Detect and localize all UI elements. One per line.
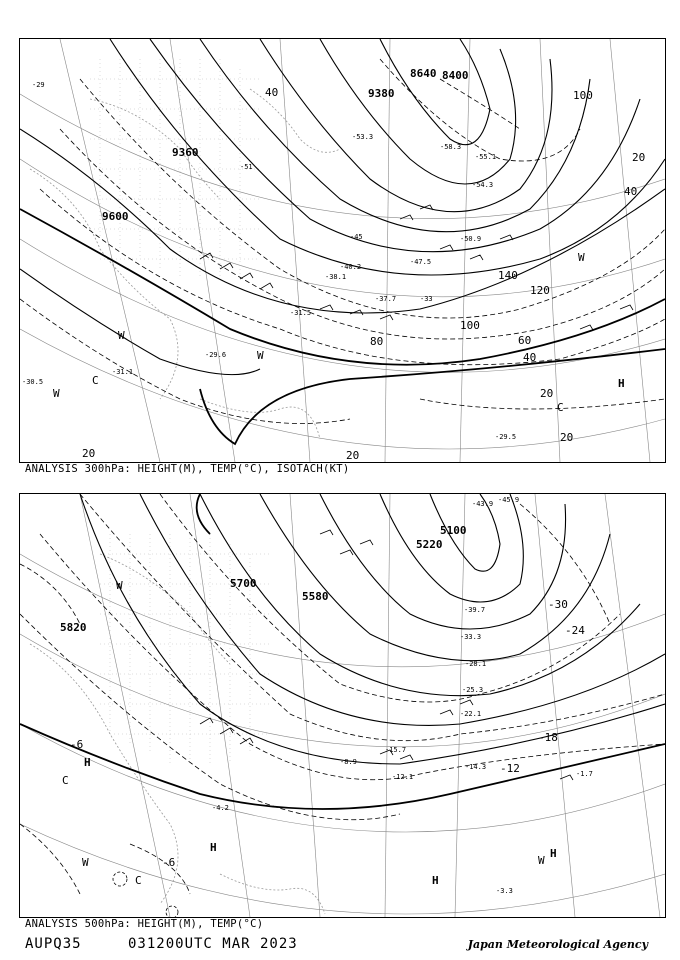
warm-marker: W [116,579,123,592]
latitude-lines [20,94,665,449]
high-pressure-marker: H [432,874,439,887]
isotach-label: 40 [523,351,537,364]
closed-contour [113,872,178,917]
temp-label: -31.5 [290,309,312,317]
top-panel-caption: ANALYSIS 300hPa: HEIGHT(M), TEMP(°C), ISOTACH(KT) [25,463,350,475]
isotherm-label: -6 [70,738,84,751]
high-pressure-marker: H [210,841,217,854]
isotach-label: 80 [370,335,384,348]
temp-label: -22.1 [460,710,482,718]
cold-marker: C [135,874,142,887]
height-label: 5700 [230,577,257,590]
bottom-panel-caption: ANALYSIS 500hPa: HEIGHT(M), TEMP(°C) [25,918,264,930]
isotach-label: 140 [498,269,518,282]
temp-label: -45.9 [498,496,520,504]
height-label: 8400 [442,69,469,82]
map-500hpa-svg [20,494,665,917]
isotach-label: 60 [518,334,532,347]
isotach-label: 20 [540,387,554,400]
temp-label: -31.1 [112,368,134,376]
temp-label: -14.3 [465,763,487,771]
warm-marker: W [82,856,89,869]
analysis-300hpa-map [19,38,666,463]
temp-label: -43.9 [472,500,494,508]
isotach-label: 40 [265,86,279,99]
temp-label: -40.2 [340,263,362,271]
temp-label: -29 [32,81,45,89]
height-contours [20,39,665,444]
height-label: 9600 [102,210,129,223]
temp-label: -28.1 [465,660,487,668]
coastlines [30,554,325,914]
height-label: 5100 [440,524,467,537]
height-label: 9380 [368,87,395,100]
cold-marker: C [92,374,99,387]
agency-name: Japan Meteorological Agency [467,938,648,951]
temp-label: -45 [350,233,363,241]
isotherm-label: -18 [538,731,558,744]
isotherm-label: -30 [548,598,568,611]
temp-label: -29.6 [205,351,227,359]
warm-marker: W [118,329,125,342]
temp-label: -53.3 [352,133,374,141]
temperature-label-group [212,496,593,895]
isotach-label: 20 [82,447,96,460]
product-code: AUPQ35 [25,936,82,952]
isotach-label: 20 [346,449,360,462]
temp-label: -12.1 [392,773,414,781]
isotach-label: 120 [530,284,550,297]
warm-marker: W [578,251,585,264]
isotherm-label: -6 [162,856,176,869]
high-pressure-marker: H [550,847,557,860]
isotach-label: 100 [573,89,593,102]
longitude-lines [80,494,660,917]
terrain-shading [90,59,260,279]
isotach-label: 20 [560,431,574,444]
height-label: 9360 [172,146,199,159]
isotach-label: 40 [624,185,638,198]
temp-label: -30.5 [22,378,44,386]
warm-marker: W [53,387,60,400]
temp-label: -25.3 [462,686,484,694]
temp-label: -55.1 [475,153,497,161]
temp-label: -39.7 [464,606,486,614]
isotherm-label: -12 [500,762,520,775]
temp-label: -37.7 [375,295,397,303]
temp-label: -29.5 [495,433,517,441]
temp-label: -50.9 [460,235,482,243]
warm-marker: W [538,854,545,867]
temp-label: -1.7 [576,770,593,778]
height-label: 5820 [60,621,87,634]
valid-time: 031200UTC MAR 2023 [128,936,298,952]
high-pressure-marker: H [84,756,91,769]
temp-label: -58.3 [440,143,462,151]
isotach-label: 100 [460,319,480,332]
temp-label: -51 [240,163,253,171]
map-300hpa-svg [20,39,665,462]
temp-label: -15.7 [385,746,407,754]
height-label: 5580 [302,590,329,603]
temp-label: -4.2 [212,804,229,812]
cold-marker: C [62,774,69,787]
temp-label: -33 [420,295,433,303]
analysis-500hpa-map [19,493,666,918]
height-label: 8640 [410,67,437,80]
isotherm-label: -24 [565,624,585,637]
temp-label: -54.3 [472,181,494,189]
isotach-label: 20 [632,151,646,164]
pressure-center-group [62,579,557,887]
temp-label: -3.3 [496,887,513,895]
warm-marker: W [257,349,264,362]
height-label: 5220 [416,538,443,551]
temp-label: -38.1 [325,273,347,281]
temp-label: -33.3 [460,633,482,641]
cold-marker: C [557,401,564,414]
terrain-shading [100,534,270,764]
temp-label: -47.5 [410,258,432,266]
height-label-group [102,67,469,223]
high-pressure-marker: H [618,377,625,390]
isotherm-label-group [70,598,585,869]
temp-label: -8.9 [340,758,357,766]
temperature-label-group [22,81,516,441]
wind-barbs [200,205,633,330]
